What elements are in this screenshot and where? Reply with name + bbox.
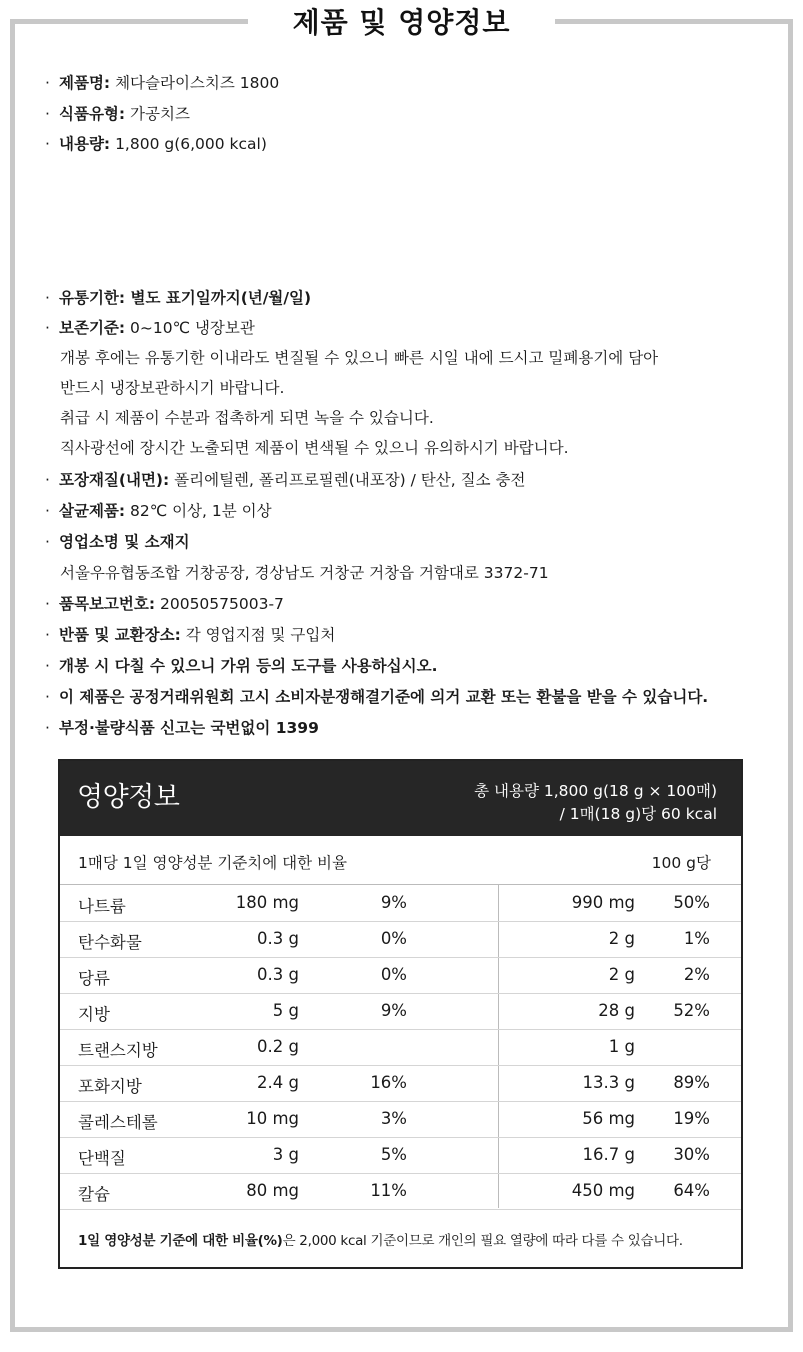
percent-per-100g: 64% xyxy=(673,1181,710,1200)
nutrient-name: 지방 xyxy=(78,1005,110,1024)
nutrient-name: 단백질 xyxy=(78,1149,126,1168)
nutrition-heading: 영양정보 xyxy=(77,782,180,813)
maker-line: · 영업소명 및 소재지 xyxy=(45,533,190,551)
label: 제품명: xyxy=(59,74,111,92)
expiry-line: · 유통기한: 별도 표기일까지(년/월/일) xyxy=(45,289,312,307)
storage-line: · 보존기준: 0~10℃ 냉장보관 xyxy=(45,319,255,337)
nutrient-row xyxy=(60,1173,741,1210)
subhead-left: 1매당 1일 영양성분 기준치에 대한 비율 xyxy=(78,854,347,872)
value: 1,800 g(6,000 kcal) xyxy=(115,135,267,153)
percent-per-serving: 9% xyxy=(380,1001,407,1020)
nutrition-header xyxy=(60,761,741,836)
nutrition-subheader xyxy=(60,836,741,885)
amount-per-serving: 2.4 g xyxy=(257,1073,299,1092)
value: 가공치즈 xyxy=(130,105,190,123)
label: 식품유형: xyxy=(59,105,126,123)
expiry-text: 유통기한: 별도 표기일까지(년/월/일) xyxy=(59,289,312,307)
nutrition-footnote xyxy=(78,1229,683,1249)
percent-per-serving: 9% xyxy=(380,893,407,912)
amount-per-serving: 5 g xyxy=(272,1001,299,1020)
amount-per-serving: 0.2 g xyxy=(257,1037,299,1056)
nutrient-row xyxy=(60,1065,741,1102)
footnote-bold: 1일 영양성분 기준에 대한 비율(%) xyxy=(78,1233,283,1249)
product-type-line: · 식품유형: 가공치즈 xyxy=(45,105,190,123)
percent-per-serving: 11% xyxy=(370,1181,407,1200)
percent-per-100g: 2% xyxy=(683,965,710,984)
nutrient-name: 포화지방 xyxy=(78,1077,142,1096)
percent-per-serving: 5% xyxy=(380,1145,407,1164)
amount-per-100g: 450 mg xyxy=(571,1181,635,1200)
warning-text: 이 제품은 공정거래위원회 고시 소비자분쟁해결기준에 의거 교환 또는 환불을 받을 수 있습니다. xyxy=(59,688,709,706)
subhead-right: 100 g당 xyxy=(651,854,711,872)
label: 영업소명 및 소재지 xyxy=(59,533,190,551)
product-content-line: · 내용량: 1,800 g(6,000 kcal) xyxy=(45,135,267,153)
nutrient-name: 나트륨 xyxy=(78,897,126,916)
report-line: · 품목보고번호: 20050575003-7 xyxy=(45,595,284,613)
amount-per-100g: 2 g xyxy=(608,965,635,984)
amount-per-serving: 180 mg xyxy=(235,893,299,912)
amount-per-100g: 28 g xyxy=(598,1001,635,1020)
label: 포장재질(내면): xyxy=(59,471,170,489)
amount-per-100g: 1 g xyxy=(608,1037,635,1056)
per-serving-kcal: / 1매(18 g)당 60 kcal xyxy=(559,805,717,823)
amount-per-serving: 10 mg xyxy=(246,1109,299,1128)
warning-text: 부정·불량식품 신고는 국번없이 1399 xyxy=(59,719,319,737)
amount-per-100g: 16.7 g xyxy=(582,1145,635,1164)
value: 82℃ 이상, 1분 이상 xyxy=(130,502,272,520)
warning-line: · 이 제품은 공정거래위원회 고시 소비자분쟁해결기준에 의거 교환 또는 환불을 받을 수 있습니다. xyxy=(45,688,709,706)
packaging-line: · 포장재질(내면): 폴리에틸렌, 폴리프로필렌(내포장) / 탄산, 질소 충전 xyxy=(45,471,526,489)
amount-per-serving: 0.3 g xyxy=(257,965,299,984)
amount-per-serving: 3 g xyxy=(272,1145,299,1164)
percent-per-100g: 30% xyxy=(673,1145,710,1164)
label: 살균제품: xyxy=(59,502,126,520)
product-name-line: · 제품명: 체다슬라이스치즈 1800 xyxy=(45,74,280,92)
nutrient-row xyxy=(60,885,741,922)
amount-per-100g: 56 mg xyxy=(582,1109,635,1128)
sterilize-line: · 살균제품: 82℃ 이상, 1분 이상 xyxy=(45,502,272,520)
percent-per-serving: 3% xyxy=(380,1109,407,1128)
footnote-text: 은 2,000 kcal 기준이므로 개인의 필요 열량에 따라 다를 수 있습니다. xyxy=(282,1233,683,1249)
storage-note: 취급 시 제품이 수분과 접촉하게 되면 녹을 수 있습니다. xyxy=(60,409,434,427)
label: 내용량: xyxy=(59,135,111,153)
percent-per-serving: 16% xyxy=(370,1073,407,1092)
return-line: · 반품 및 교환장소: 각 영업지점 및 구입처 xyxy=(45,626,336,644)
percent-per-100g: 1% xyxy=(683,929,710,948)
total-content: 총 내용량 1,800 g(18 g × 100매) xyxy=(474,782,717,800)
nutrient-name: 탄수화물 xyxy=(78,933,142,952)
storage-note: 개봉 후에는 유통기한 이내라도 변질될 수 있으니 빠른 시일 내에 드시고 밀폐용기에 담아 xyxy=(60,349,659,367)
amount-per-100g: 13.3 g xyxy=(582,1073,635,1092)
percent-per-100g: 89% xyxy=(673,1073,710,1092)
title-banner xyxy=(248,0,555,40)
value: 체다슬라이스치즈 1800 xyxy=(115,74,280,92)
warning-text: 개봉 시 다칠 수 있으니 가위 등의 도구를 사용하십시오. xyxy=(59,657,438,675)
percent-per-100g: 19% xyxy=(673,1109,710,1128)
storage-note: 반드시 냉장보관하시기 바랍니다. xyxy=(60,379,285,397)
amount-per-serving: 80 mg xyxy=(246,1181,299,1200)
label: 반품 및 교환장소: xyxy=(59,626,181,644)
percent-per-serving: 0% xyxy=(380,965,407,984)
maker-address: 서울우유협동조합 거창공장, 경상남도 거창군 거창읍 거함대로 3372-71 xyxy=(60,564,549,582)
value: 각 영업지점 및 구입처 xyxy=(185,626,336,644)
nutrient-name: 칼슘 xyxy=(78,1185,110,1204)
warning-line: · 개봉 시 다칠 수 있으니 가위 등의 도구를 사용하십시오. xyxy=(45,657,438,675)
storage-note: 직사광선에 장시간 노출되면 제품이 변색될 수 있으니 유의하시기 바랍니다. xyxy=(60,439,569,457)
percent-per-100g: 52% xyxy=(673,1001,710,1020)
value: 0~10℃ 냉장보관 xyxy=(130,319,255,337)
label: 보존기준: xyxy=(59,319,126,337)
nutrient-row xyxy=(60,993,741,1030)
percent-per-serving: 0% xyxy=(380,929,407,948)
amount-per-100g: 990 mg xyxy=(571,893,635,912)
warning-line: · 부정·불량식품 신고는 국번없이 1399 xyxy=(45,719,319,737)
nutrient-row xyxy=(60,1137,741,1174)
nutrient-row xyxy=(60,1029,741,1066)
nutrient-name: 당류 xyxy=(78,969,110,988)
amount-per-serving: 0.3 g xyxy=(257,929,299,948)
nutrition-table xyxy=(58,759,743,1269)
percent-per-100g: 50% xyxy=(673,893,710,912)
value: 20050575003-7 xyxy=(159,595,284,613)
nutrient-name: 트랜스지방 xyxy=(78,1041,158,1060)
nutrient-row xyxy=(60,921,741,958)
label: 품목보고번호: xyxy=(59,595,156,613)
nutrient-name: 콜레스테롤 xyxy=(78,1113,158,1132)
value: 폴리에틸렌, 폴리프로필렌(내포장) / 탄산, 질소 충전 xyxy=(174,471,526,489)
amount-per-100g: 2 g xyxy=(608,929,635,948)
page-title: 제품 및 영양정보 xyxy=(292,6,511,39)
nutrient-row xyxy=(60,1101,741,1138)
nutrient-row xyxy=(60,957,741,994)
